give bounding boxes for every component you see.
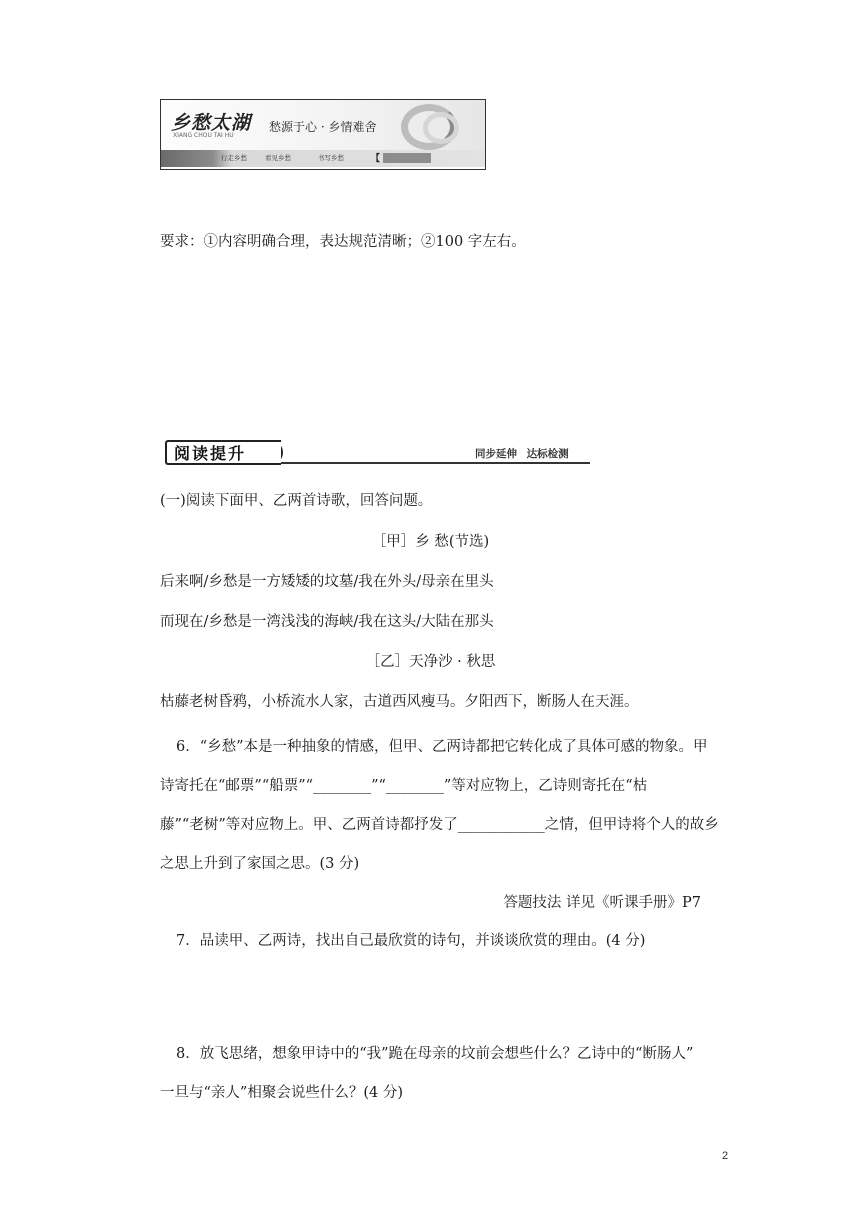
- reading-intro: (一)阅读下面甲、乙两首诗歌，回答问题。: [160, 493, 433, 509]
- q6-line: 诗寄托在“邮票”“船票”“________”“________”等对应物上，乙诗则寄托在“枯: [160, 778, 648, 794]
- banner-bar-block: [383, 153, 431, 163]
- section-title: 阅读提升: [174, 444, 247, 463]
- q6-line: 6．“乡愁”本是一种抽象的情感，但甲、乙两诗都把它转化成了具体可感的物象。甲: [176, 739, 708, 755]
- poem-jia-line: 后来啊/乡愁是一方矮矮的坟墓/我在外头/母亲在里头: [160, 574, 494, 590]
- banner-image: [160, 99, 486, 170]
- poem-jia-line: 而现在/乡愁是一湾浅浅的海峡/我在这头/大陆在那头: [160, 614, 494, 630]
- section-subtitle: 同步延伸 达标检测: [475, 448, 569, 460]
- banner-tab: 书写乡愁: [318, 154, 344, 162]
- page-number: 2: [722, 1150, 729, 1162]
- q7: 7．品读甲、乙两诗，找出自己最欣赏的诗句，并谈谈欣赏的理由。(4 分): [176, 933, 646, 949]
- banner-top: [161, 100, 485, 150]
- q8-line: 一旦与“亲人”相聚会说些什么？(4 分): [160, 1085, 403, 1101]
- banner-logo: 乡愁太湖: [171, 112, 252, 134]
- poem-yi-text: 枯藤老树昏鸦，小桥流水人家，古道西风瘦马。夕阳西下，断肠人在天涯。: [160, 694, 639, 710]
- banner-bar: [161, 150, 485, 167]
- banner-slogan: 愁源于心 · 乡情难舍: [269, 120, 377, 134]
- poem-jia-title: ［甲］乡 愁(节选): [371, 534, 490, 550]
- banner-tab: 行走乡愁: [221, 154, 247, 162]
- requirement: 要求：①内容明确合理，表达规范清晰；②100 字左右。: [160, 234, 526, 250]
- section-header: [165, 440, 590, 466]
- swirl-inner-icon: [423, 112, 459, 144]
- banner-bracket: 【: [371, 154, 381, 164]
- q6-line: 之思上升到了家国之思。(3 分): [160, 856, 360, 872]
- banner-logo-sub: XIANG CHOU TAI HU: [173, 132, 234, 139]
- header-rule: [281, 462, 590, 464]
- poem-yi-title: ［乙］天净沙 · 秋思: [365, 654, 496, 670]
- q8-line: 8．放飞思绪，想象甲诗中的“我”跪在母亲的坟前会想些什么？乙诗中的“断肠人”: [176, 1046, 694, 1062]
- banner-tab: 看见乡愁: [265, 154, 291, 162]
- q6-tip: 答题技法 详见《听课手册》P7: [503, 895, 701, 911]
- q6-line: 藤”“老树”等对应物上。甲、乙两首诗都抒发了____________之情，但甲诗将个人的故乡: [160, 817, 719, 833]
